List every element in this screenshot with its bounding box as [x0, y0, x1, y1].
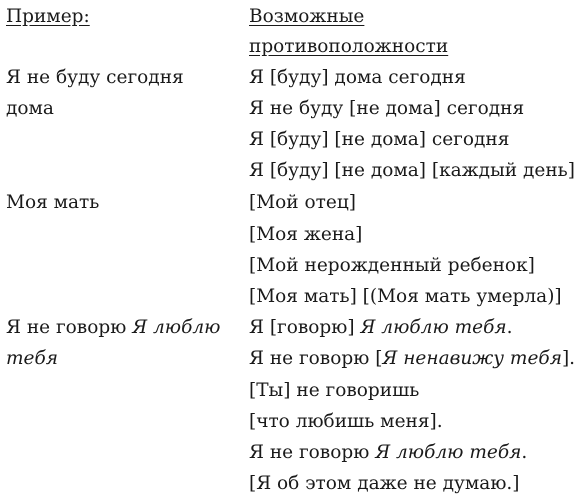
example-1-line-2: дома: [6, 98, 54, 119]
opposite-1-2: Я не буду [не дома] сегодня: [249, 98, 525, 119]
opposite-3-2: Я не говорю [Я ненавижу тебя].: [249, 348, 575, 369]
opposites-column-header-line2: противоположности: [249, 36, 449, 57]
example-2-line-1: Моя мать: [6, 192, 100, 213]
opposite-1-4: Я [буду] [не дома] [каждый день]: [249, 160, 575, 181]
opposite-3-3: [Ты] не говоришь: [249, 380, 420, 401]
example-3-line-1: Я не говорю Я люблю: [6, 317, 221, 338]
example-1-line-1: Я не буду сегодня: [6, 67, 184, 88]
opposite-3-5: Я не говорю Я люблю тебя.: [249, 442, 528, 463]
opposite-3-6: [Я об этом даже не думаю.]: [249, 473, 520, 494]
opposite-3-4: [что любишь меня].: [249, 411, 443, 432]
opposite-2-2: [Моя жена]: [249, 224, 363, 245]
opposite-1-3: Я [буду] [не дома] сегодня: [249, 129, 510, 150]
opposite-2-4: [Моя мать] [(Моя мать умерла)]: [249, 286, 562, 307]
example-3-line-2: тебя: [6, 348, 59, 369]
opposite-2-3: [Мой нерожденный ребенок]: [249, 255, 535, 276]
opposite-2-1: [Мой отец]: [249, 192, 356, 213]
opposites-column-header-line1: Возможные: [249, 6, 365, 27]
opposite-3-1: Я [говорю] Я люблю тебя.: [249, 317, 513, 338]
opposite-1-1: Я [буду] дома сегодня: [249, 67, 466, 88]
example-column-header: Пример:: [6, 6, 90, 27]
